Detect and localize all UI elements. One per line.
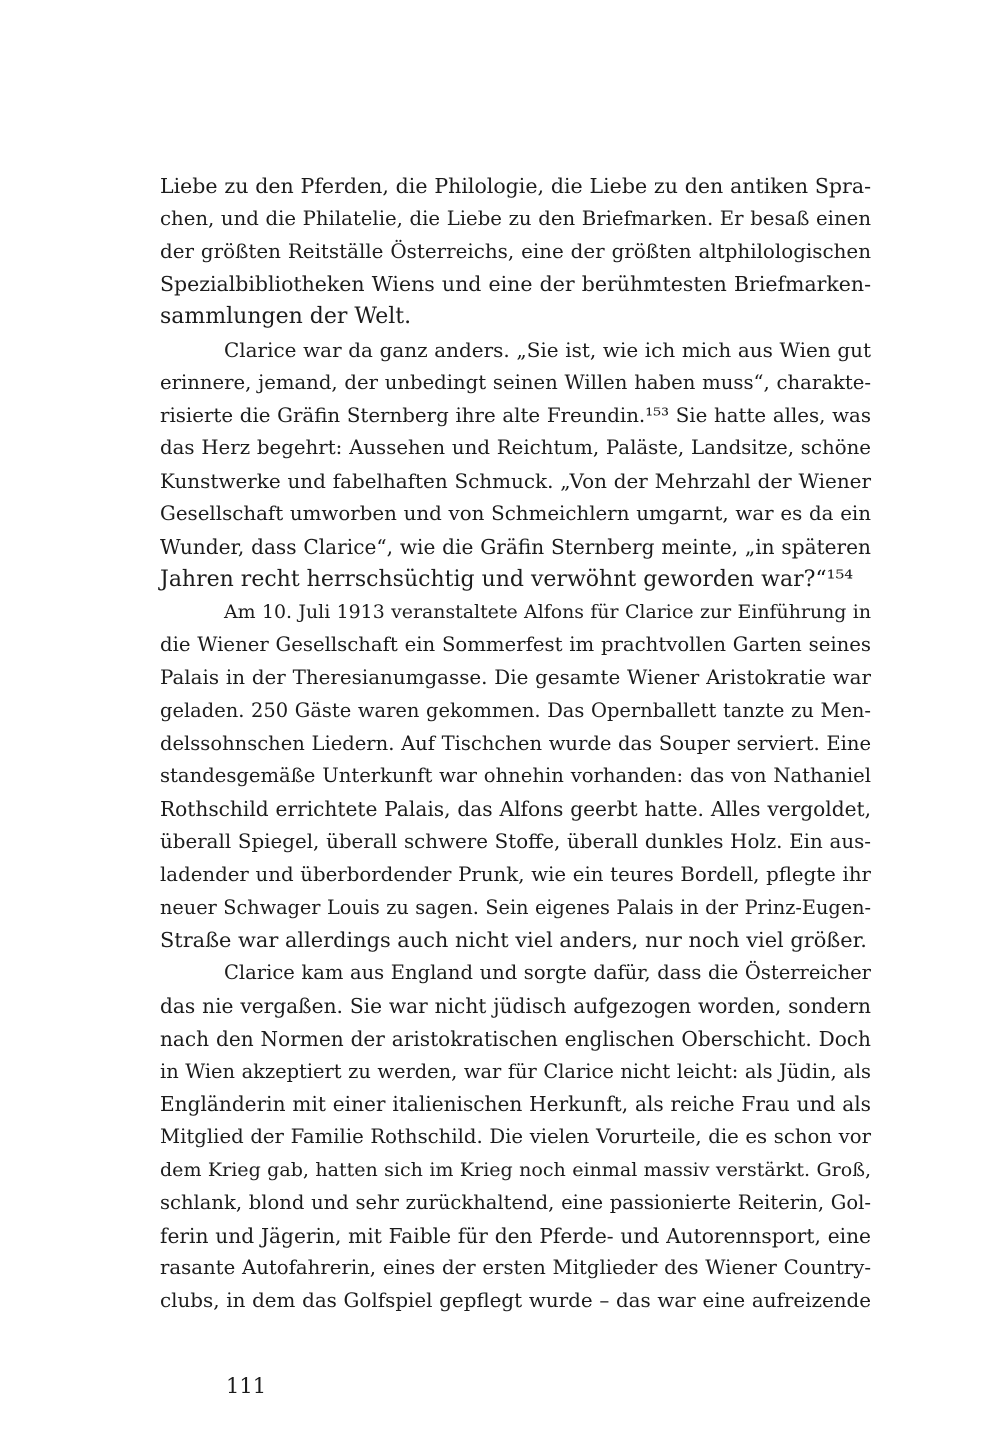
text-line: schlank, blond und sehr zurückhaltend, eine passionierte Reiterin, Gol- xyxy=(160,1190,871,1214)
text-line: delssohnschen Liedern. Auf Tischchen wurde das Souper serviert. Eine xyxy=(160,731,871,755)
text-line: Engländerin mit einer italienischen Herkunft, als reiche Frau und als xyxy=(160,1092,871,1117)
text-line: neuer Schwager Louis zu sagen. Sein eigenes Palais in der Prinz-Eugen- xyxy=(160,895,871,919)
body-text xyxy=(160,170,871,1318)
text-line: standesgemäße Unterkunft war ohnehin vorhanden: das von Nathaniel xyxy=(160,764,871,788)
text-line: die Wiener Gesellschaft ein Sommerfest im prachtvollen Garten seines xyxy=(160,633,871,657)
text-line: Clarice war da ganz anders. „Sie ist, wie ich mich aus Wien gut xyxy=(224,337,871,362)
text-line: Liebe zu den Pferden, die Philologie, die Liebe zu den antiken Spra- xyxy=(160,174,871,198)
text-line: dem Krieg gab, hatten sich im Krieg noch einmal massiv verstärkt. Groß, xyxy=(160,1158,871,1181)
text-line: Spezialbibliotheken Wiens und eine der berühmtesten Briefmarken- xyxy=(160,272,871,297)
text-line: Straße war allerdings auch nicht viel anders, nur noch viel größer. xyxy=(160,928,867,953)
text-line: nach den Normen der aristokratischen englischen Oberschicht. Doch xyxy=(160,1026,871,1051)
text-line: in Wien akzeptiert zu werden, war für Clarice nicht leicht: als Jüdin, als xyxy=(160,1059,871,1083)
text-line: Jahren recht herrschsüchtig und verwöhnt geworden war?“¹⁵⁴ xyxy=(160,566,854,592)
text-line: Palais in der Theresianumgasse. Die gesamte Wiener Aristokratie war xyxy=(160,665,871,689)
text-line: ladender und überbordender Prunk, wie ein teures Bordell, pflegte ihr xyxy=(160,862,871,886)
text-line: ferin und Jägerin, mit Faible für den Pferde- und Autorennsport, eine xyxy=(160,1223,871,1248)
text-line: geladen. 250 Gäste waren gekommen. Das Opernballett tanzte zu Men- xyxy=(160,698,871,722)
text-line: Kunstwerke und fabelhaften Schmuck. „Von der Mehrzahl der Wiener xyxy=(160,469,871,494)
text-line: Wunder, dass Clarice“, wie die Gräfin Sternberg meinte, „in späteren xyxy=(160,534,871,559)
text-line: überall Spiegel, überall schwere Stoffe, überall dunkles Holz. Ein aus- xyxy=(160,829,871,853)
text-line: der größten Reitställe Österreichs, eine der größten altphilologischen xyxy=(160,239,871,263)
text-line: das nie vergaßen. Sie war nicht jüdisch aufgezogen worden, sondern xyxy=(160,993,871,1018)
text-line: Rothschild errichtete Palais, das Alfons geerbt hatte. Alles vergoldet, xyxy=(160,797,871,822)
text-line: clubs, in dem das Golfspiel gepflegt wurde – das war eine aufreizende xyxy=(160,1289,871,1313)
page-number: 111 xyxy=(226,1374,267,1398)
text-line: chen, und die Philatelie, die Liebe zu den Briefmarken. Er besaß einen xyxy=(160,206,871,230)
text-line: erinnere, jemand, der unbedingt seinen Willen haben muss“, charakte- xyxy=(160,370,871,394)
text-line: rasante Autofahrerin, eines der ersten Mitglieder des Wiener Country- xyxy=(160,1256,871,1280)
text-line: Gesellschaft umworben und von Schmeichlern umgarnt, war es da ein xyxy=(160,501,871,525)
text-line: Mitglied der Familie Rothschild. Die vielen Vorurteile, die es schon vor xyxy=(160,1125,871,1149)
text-line: sammlungen der Welt. xyxy=(160,304,412,330)
text-line: Clarice kam aus England und sorgte dafür, dass die Österreicher xyxy=(224,961,871,985)
text-line: das Herz begehrt: Aussehen und Reichtum, Paläste, Landsitze, schöne xyxy=(160,436,871,460)
text-line: risierte die Gräfin Sternberg ihre alte Freundin.¹⁵³ Sie hatte alles, was xyxy=(160,403,871,427)
text-line: Am 10. Juli 1913 veranstaltete Alfons für Clarice zur Einführung in xyxy=(224,601,871,624)
